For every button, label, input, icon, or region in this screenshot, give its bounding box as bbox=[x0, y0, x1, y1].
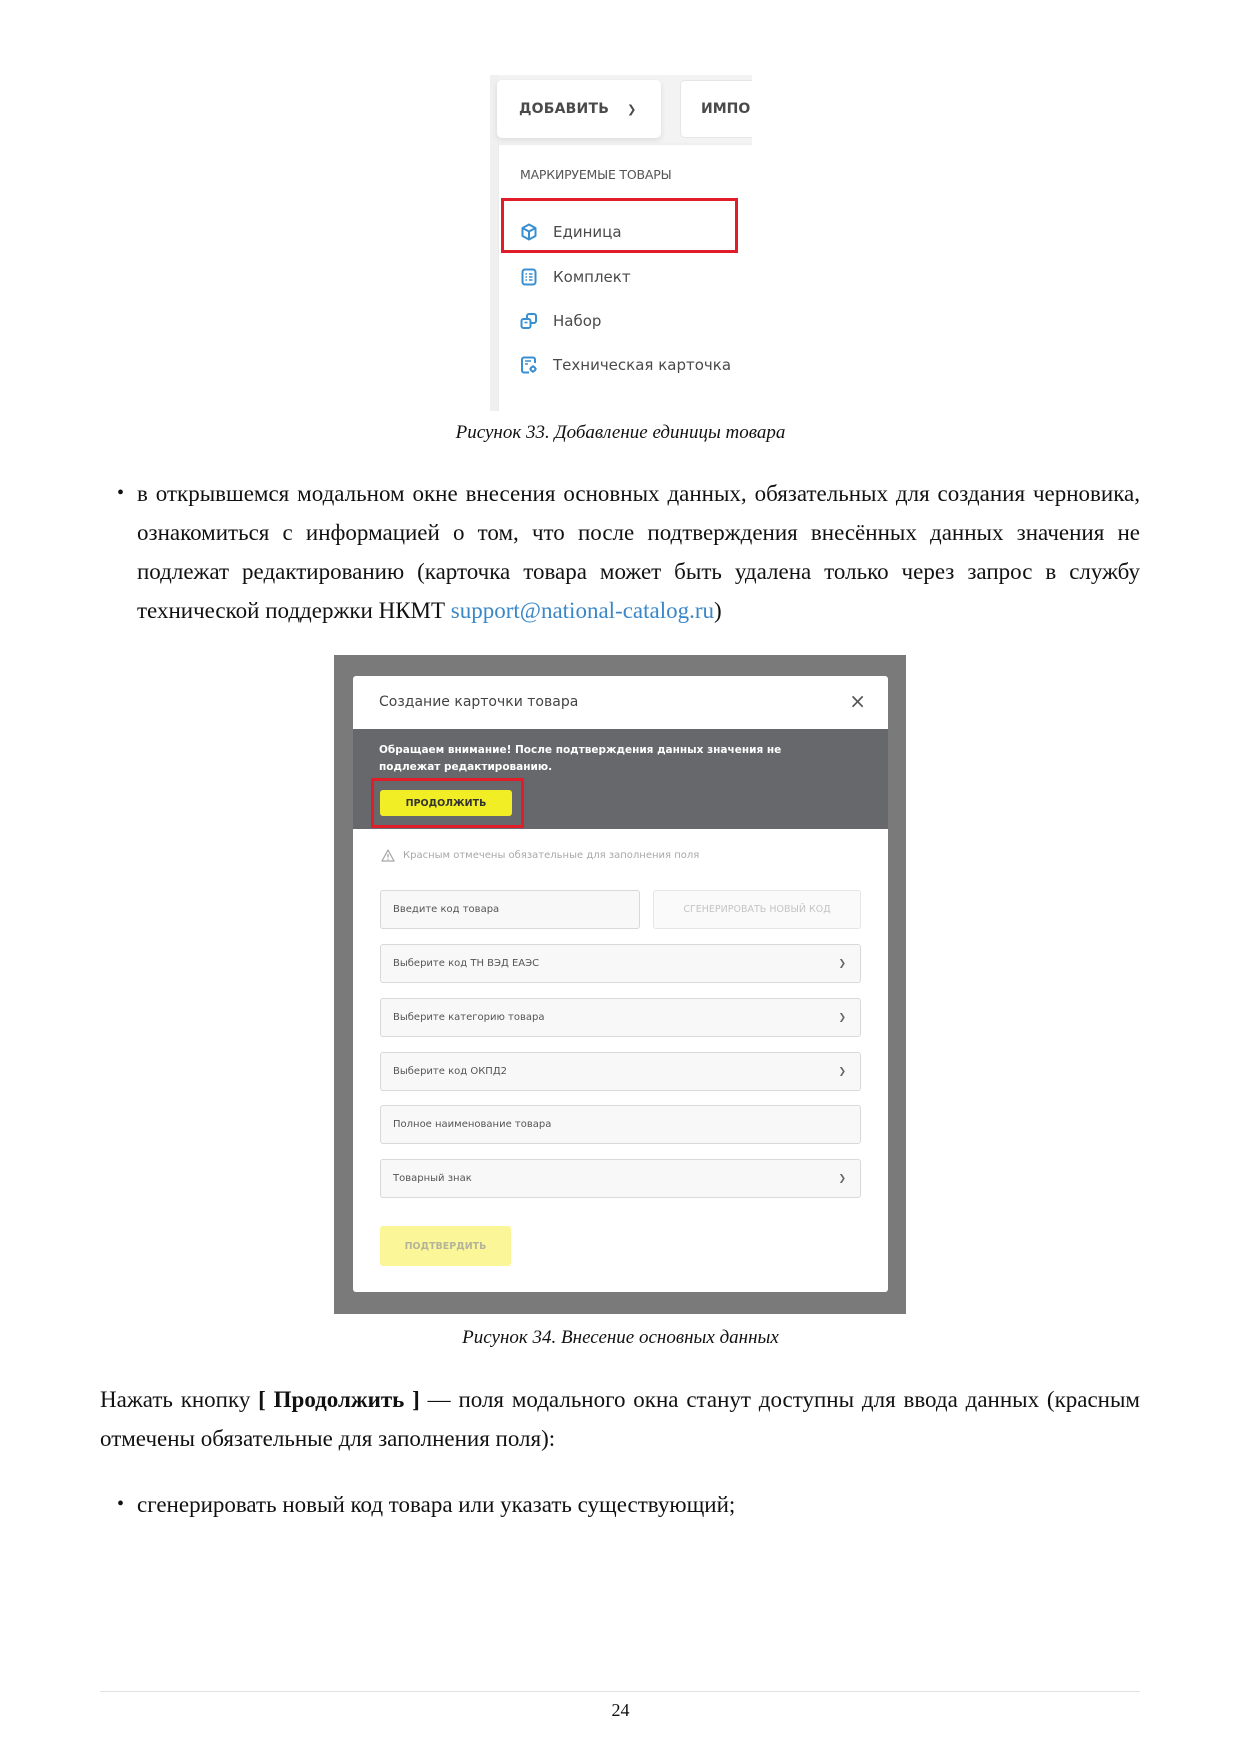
paragraph-text: в открывшемся модальном окне внесения основных данных, обязательных для создания черновика, ознакомиться с информацией о том, что после подтверждения внесённых данных значения не подлежат редактированию (карточка товара может быть удалена только через запрос в службу технической поддержки НКМТ bbox=[137, 481, 1140, 623]
tech-card-icon bbox=[520, 356, 538, 374]
modal-title: Создание карточки товара bbox=[379, 694, 579, 710]
select-placeholder: Выберите категорию товара bbox=[393, 1012, 545, 1023]
select-placeholder: Товарный знак bbox=[393, 1173, 472, 1184]
tnved-select[interactable] bbox=[380, 944, 861, 983]
select-placeholder: Выберите код ОКПД2 bbox=[393, 1066, 507, 1077]
category-select[interactable] bbox=[380, 998, 861, 1037]
continue-button[interactable]: ПРОДОЛЖИТЬ bbox=[380, 790, 512, 816]
chevron-down-icon: ❯ bbox=[838, 1066, 846, 1077]
close-icon[interactable]: × bbox=[849, 689, 866, 713]
input-placeholder: Введите код товара bbox=[393, 904, 500, 915]
menu-item-label: Техническая карточка bbox=[553, 356, 732, 374]
notice-text: Обращаем внимание! После подтверждения данных значения не подлежат редактированию. bbox=[379, 744, 782, 773]
menu-item-label: Набор bbox=[553, 312, 602, 330]
confirm-button[interactable]: ПОДТВЕРДИТЬ bbox=[380, 1226, 511, 1266]
select-placeholder: Выберите код ТН ВЭД ЕАЭС bbox=[393, 958, 540, 969]
list-icon bbox=[520, 268, 538, 286]
paragraph-tail: ) bbox=[714, 598, 722, 623]
add-button-label: ДОБАВИТЬ bbox=[519, 101, 610, 117]
menu-item-set[interactable] bbox=[520, 306, 601, 336]
menu-item-tech-card[interactable] bbox=[520, 350, 731, 380]
set-icon bbox=[520, 312, 538, 330]
notice-banner bbox=[353, 729, 888, 829]
figure-34-caption: Рисунок 34. Внесение основных данных bbox=[462, 1327, 779, 1348]
chevron-down-icon: ❯ bbox=[627, 102, 637, 116]
footer-divider bbox=[100, 1691, 1140, 1692]
figure-34-screenshot bbox=[334, 655, 906, 1314]
button-reference: [ Продолжить ] bbox=[258, 1387, 420, 1412]
required-hint bbox=[381, 849, 699, 862]
chevron-down-icon: ❯ bbox=[838, 1173, 846, 1184]
generate-code-button[interactable]: СГЕНЕРИРОВАТЬ НОВЫЙ КОД bbox=[653, 890, 861, 929]
instruction-paragraph bbox=[100, 1380, 1140, 1458]
import-button[interactable]: ИМПО bbox=[680, 80, 752, 138]
menu-header: МАРКИРУЕМЫЕ ТОВАРЫ bbox=[520, 167, 672, 182]
support-email-link[interactable]: support@national-catalog.ru bbox=[450, 598, 715, 623]
add-dropdown-menu bbox=[499, 145, 752, 411]
bullet: • bbox=[117, 1493, 125, 1515]
menu-item-label: Комплект bbox=[553, 268, 631, 286]
product-code-input[interactable] bbox=[380, 890, 640, 929]
hint-text: Красным отмечены обязательные для заполнения поля bbox=[403, 850, 700, 861]
warning-icon bbox=[381, 849, 395, 862]
bullet-item: сгенерировать новый код товара или указать существующий; bbox=[137, 1492, 736, 1517]
trademark-select[interactable] bbox=[380, 1159, 861, 1198]
menu-item-label: Единица bbox=[553, 223, 622, 241]
menu-item-kit[interactable] bbox=[520, 262, 631, 292]
chevron-down-icon: ❯ bbox=[838, 958, 846, 969]
full-name-input[interactable] bbox=[380, 1105, 861, 1144]
create-product-modal bbox=[353, 676, 888, 1292]
figure-33-caption: Рисунок 33. Добавление единицы товара bbox=[455, 422, 786, 443]
add-button[interactable] bbox=[497, 80, 661, 138]
chevron-down-icon: ❯ bbox=[838, 1012, 846, 1023]
okpd2-select[interactable] bbox=[380, 1052, 861, 1091]
paragraph-text: Нажать кнопку bbox=[100, 1387, 259, 1412]
highlight-frame bbox=[501, 198, 738, 253]
bullet: • bbox=[117, 482, 125, 504]
bullet-paragraph bbox=[137, 474, 1140, 630]
page-number: 24 bbox=[611, 1700, 630, 1720]
input-placeholder: Полное наименование товара bbox=[393, 1119, 552, 1130]
figure-33-screenshot bbox=[490, 75, 752, 411]
paragraph-text: — поля модального окна станут доступны для ввода данных (красным отмечены обязательные для заполнения поля): bbox=[100, 1387, 1140, 1451]
